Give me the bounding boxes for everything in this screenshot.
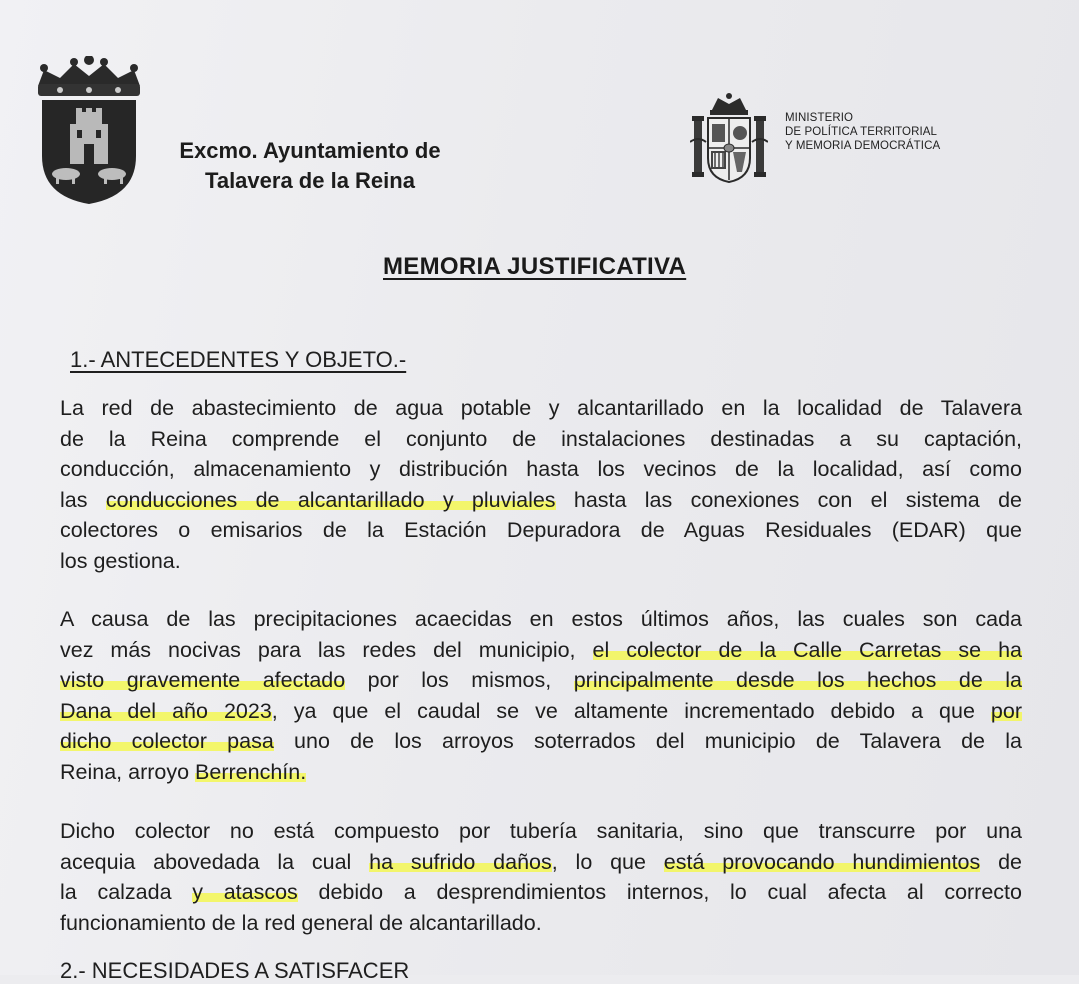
text-segment: Reina, arroyo [60,759,196,784]
paragraph-1-line: los gestiona. [60,548,181,573]
paragraph-3-line: funcionamiento de la red general de alcantarillado. [60,910,542,935]
highlighted-text: Berrenchín. [195,759,307,784]
text-segment: las [60,487,106,512]
ministry-line-2: DE POLÍTICA TERRITORIAL [785,126,938,138]
highlighted-text: dicho colector pasa [60,729,274,754]
paragraph-1-line: La red de abastecimiento de agua potable y alcantarillado en la localidad de Talavera [60,396,1022,420]
paragraph-2-line [60,726,1022,757]
highlighted-text: y atascos [192,880,298,905]
paragraph-3-line [60,847,1022,878]
ministry-line-3: Y MEMORIA DEMOCRÁTICA [785,140,941,152]
section-2-heading: 2.- NECESIDADES A SATISFACER [60,958,410,983]
city-council-name [160,136,460,196]
document-title: MEMORIA JUSTIFICATIVA [383,253,687,280]
paragraph-2 [60,604,1022,788]
paragraph-2-line [60,757,1022,788]
highlighted-text: el colector de la Calle Carretas se ha [592,637,1022,662]
paragraph-3-line [60,877,1022,908]
text-segment: vez más nocivas para las redes del municipio, [60,637,593,662]
text-segment: de [980,849,1022,874]
paragraph-3-line: Dicho colector no está compuesto por tubería sanitaria, sino que transcurre por una [60,819,1022,843]
paragraph-1 [60,393,1022,577]
paragraph-1-line: de la Reina comprende el conjunto de instalaciones destinadas a su captación, [60,426,1022,451]
highlighted-text: visto gravemente afectado [60,668,346,693]
highlighted-text: conducciones de alcantarillado y pluviales [105,487,556,512]
text-segment: acequia abovedada la cual [60,849,370,874]
paragraph-1-line: conducción, almacenamiento y distribución hasta los vecinos de la localidad, así como [60,457,1022,482]
highlighted-text: Dana del año 2023 [60,698,272,723]
highlighted-text: ha sufrido daños [369,849,552,874]
spain-coat-of-arms-icon [690,92,768,184]
paragraph-2-line [60,665,1022,696]
highlighted-text: está provocando hundimientos [663,849,981,874]
paragraph-3 [60,816,1022,938]
highlighted-text: por [990,698,1022,723]
city-name-line-1: Excmo. Ayuntamiento de [179,138,441,163]
paragraph-2-line [60,696,1022,727]
paragraph-2-line: A causa de las precipitaciones acaecidas en estos últimos años, las cuales son cada [60,607,1022,631]
text-segment: debido a desprendimientos internos, lo cual afecta al correcto [297,880,1022,905]
text-segment: , lo que [551,849,664,874]
section-1-heading: 1.- ANTECEDENTES Y OBJETO.- [70,347,407,372]
ministry-name [785,111,940,153]
text-segment: uno de los arroyos soterrados del municipio de Talavera de la [273,729,1022,754]
ministry-line-1: MINISTERIO [785,112,854,124]
text-segment: , ya que el caudal se ve altamente incrementado debido a que [271,698,991,723]
paragraph-1-line: colectores o emisarios de la Estación Depuradora de Aguas Residuales (EDAR) que [60,518,1022,543]
highlighted-text: principalmente desde los hechos de la [573,668,1022,693]
text-segment: por los mismos, [345,668,574,693]
city-name-line-2: Talavera de la Reina [205,168,415,193]
city-coat-of-arms-icon [30,56,148,206]
paragraph-1-line [60,485,1022,516]
text-segment: hasta las conexiones con el sistema de [555,487,1022,512]
paragraph-2-line [60,635,1022,666]
text-segment: la calzada [60,880,193,905]
